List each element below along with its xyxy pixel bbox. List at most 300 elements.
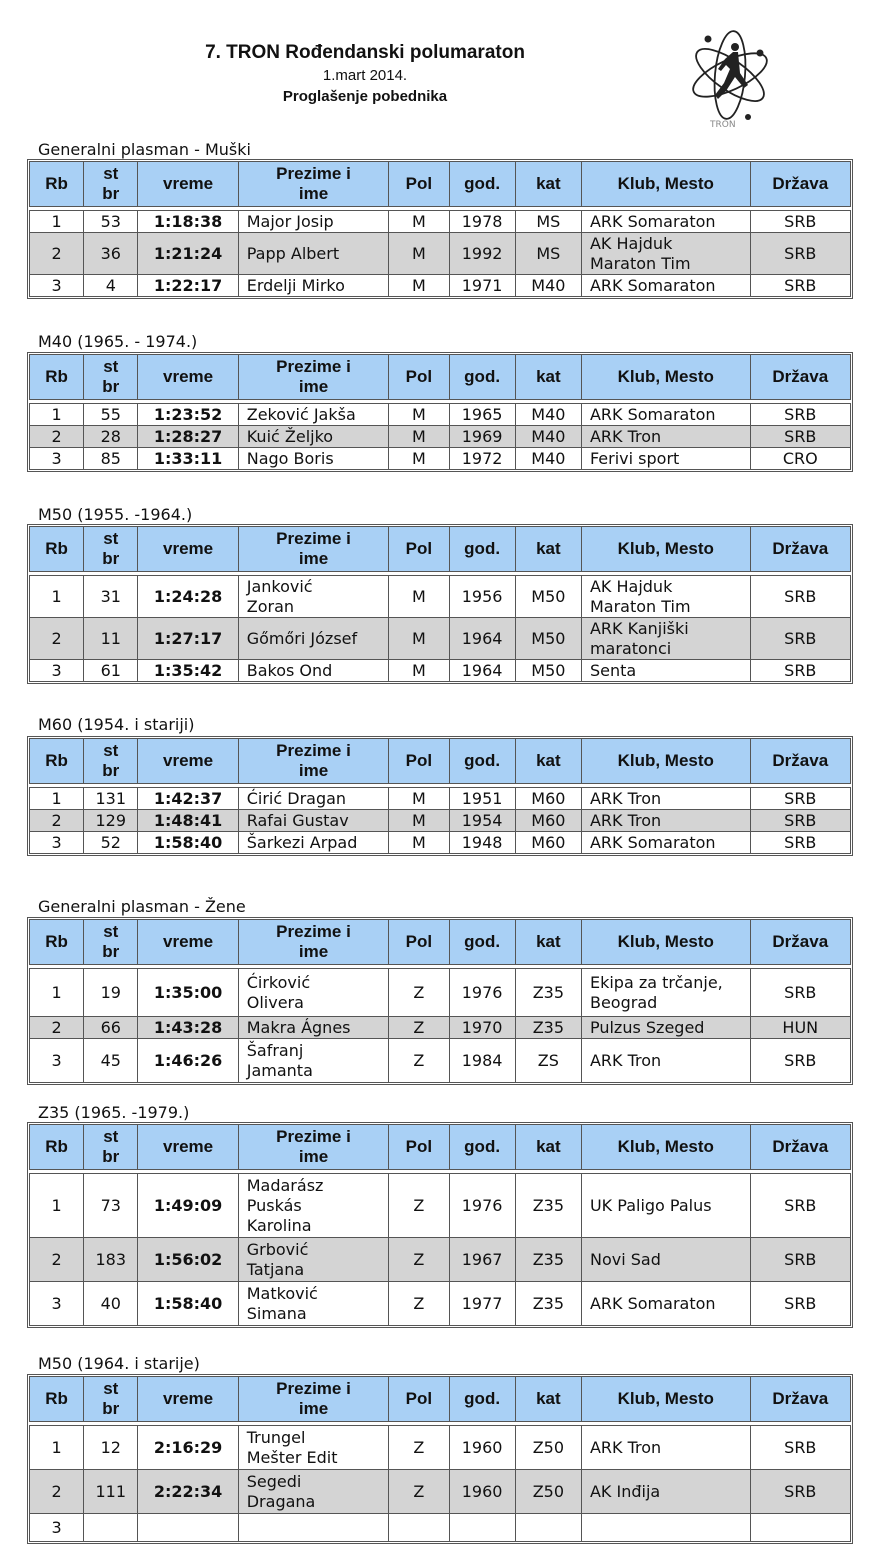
col-header-prezime: Prezime i [276,922,351,941]
col-header-year: god. [449,1377,515,1422]
athlete-name-line: Makra Ágnes [246,1017,351,1037]
athlete-name-cell [238,1039,389,1083]
col-header-st: st [103,1127,119,1146]
table-row [30,1282,851,1326]
col-header-name [238,1377,389,1422]
col-header-time: vreme [138,1377,238,1422]
time-cell: 1:48:41 [138,810,238,832]
sex-cell: M [389,576,449,618]
time-cell: 1:58:40 [138,832,238,854]
club-line: ARK Tron [589,810,662,830]
sex-cell: M [389,810,449,832]
col-header-club: Klub, Mesto [581,162,750,207]
table-row [30,1174,851,1238]
time-cell: 1:56:02 [138,1238,238,1282]
table-row [30,1017,851,1039]
col-header-time: vreme [138,920,238,965]
athlete-name-cell [238,1514,389,1542]
col-header-country: Država [750,527,850,572]
rank-cell: 3 [30,832,84,854]
start-number-cell: 19 [84,969,138,1017]
col-header-rb: Rb [30,739,84,784]
col-header-country: Država [750,920,850,965]
club-cell [581,1017,750,1039]
country-cell: SRB [750,211,850,233]
time-cell: 1:35:42 [138,660,238,682]
start-number-cell: 45 [84,1039,138,1083]
time-cell: 1:21:24 [138,233,238,275]
col-header-prezime: Prezime i [276,1127,351,1146]
section-title: Generalni plasman - Žene [38,897,246,916]
section-title: Z35 (1965. -1979.) [38,1103,190,1122]
category-cell: M40 [515,448,581,470]
athlete-name-cell [238,448,389,470]
rank-cell: 2 [30,1470,84,1514]
category-cell: Z35 [515,969,581,1017]
col-header-start-number [84,355,138,400]
club-cell [581,1470,750,1514]
col-header-category: kat [515,739,581,784]
col-header-rb: Rb [30,527,84,572]
country-cell: SRB [750,832,850,854]
table-row [30,426,851,448]
sex-cell: M [389,618,449,660]
year-cell: 1972 [449,448,515,470]
category-cell: MS [515,233,581,275]
athlete-name-line: Simana [246,1303,307,1323]
start-number-cell: 11 [84,618,138,660]
club-cell [581,969,750,1017]
start-number-cell: 61 [84,660,138,682]
start-number-cell: 28 [84,426,138,448]
col-header-st: st [103,529,119,548]
country-cell: SRB [750,275,850,297]
club-cell [581,660,750,682]
col-header-name [238,920,389,965]
col-header-club: Klub, Mesto [581,739,750,784]
athlete-name-line: Trungel [246,1427,306,1447]
category-cell: M40 [515,404,581,426]
col-header-start-number [84,739,138,784]
club-cell [581,1514,750,1542]
section-title: Generalni plasman - Muški [38,140,251,159]
club-cell [581,832,750,854]
col-header-rb: Rb [30,1125,84,1170]
col-header-sex: Pol [389,1125,449,1170]
table-row [30,969,851,1017]
col-header-name [238,1125,389,1170]
athlete-name-cell [238,426,389,448]
start-number-cell: 40 [84,1282,138,1326]
athlete-name-cell [238,1017,389,1039]
year-cell: 1969 [449,426,515,448]
col-header-prezime: Prezime i [276,1379,351,1398]
sex-cell: M [389,404,449,426]
rank-cell: 2 [30,1238,84,1282]
time-cell: 1:18:38 [138,211,238,233]
col-header-country: Država [750,162,850,207]
time-cell: 1:22:17 [138,275,238,297]
sex-cell: M [389,275,449,297]
col-header-name [238,355,389,400]
col-header-club: Klub, Mesto [581,1377,750,1422]
country-cell [750,1514,850,1542]
col-header-club: Klub, Mesto [581,355,750,400]
col-header-category: kat [515,162,581,207]
col-header-time: vreme [138,355,238,400]
country-cell: SRB [750,810,850,832]
athlete-name-cell [238,660,389,682]
athlete-name-line: Grbović [246,1239,309,1259]
category-cell: Z35 [515,1238,581,1282]
athlete-name-cell [238,1238,389,1282]
sex-cell: Z [389,1017,449,1039]
athlete-name-line: Madarász [246,1175,324,1195]
category-cell: M60 [515,832,581,854]
col-header-country: Država [750,1125,850,1170]
sex-cell: Z [389,1426,449,1470]
col-header-prezime: Prezime i [276,529,351,548]
athlete-name-cell [238,1470,389,1514]
rank-cell: 2 [30,618,84,660]
club-line: ARK Somaraton [589,1293,716,1313]
athlete-name-cell [238,211,389,233]
club-line: UK Paligo Palus [589,1195,712,1215]
col-header-prezime: Prezime i [276,164,351,183]
section-title: M50 (1955. -1964.) [38,505,193,524]
col-header-sex: Pol [389,162,449,207]
col-header-ime: ime [298,942,329,961]
col-header-st: st [103,922,119,941]
country-cell: SRB [750,404,850,426]
results-table [27,917,853,1085]
col-header-st: st [103,357,119,376]
col-header-rb: Rb [30,920,84,965]
col-header-prezime: Prezime i [276,741,351,760]
col-header-br: br [102,1147,120,1166]
year-cell: 1954 [449,810,515,832]
start-number-cell: 111 [84,1470,138,1514]
rank-cell: 1 [30,576,84,618]
results-table [27,1122,853,1328]
table-row [30,576,851,618]
col-header-sex: Pol [389,1377,449,1422]
category-cell: M50 [515,618,581,660]
time-cell: 1:27:17 [138,618,238,660]
country-cell: SRB [750,1426,850,1470]
col-header-ime: ime [298,377,329,396]
year-cell: 1992 [449,233,515,275]
year-cell: 1964 [449,618,515,660]
rank-cell: 3 [30,1514,84,1542]
col-header-year: god. [449,739,515,784]
sex-cell: Z [389,969,449,1017]
time-cell: 1:24:28 [138,576,238,618]
year-cell: 1984 [449,1039,515,1083]
table-row [30,1470,851,1514]
athlete-name-line: Zoran [246,596,295,616]
col-header-st: st [103,164,119,183]
club-line: ARK Tron [589,1437,662,1457]
sex-cell: M [389,448,449,470]
club-line: ARK Somaraton [589,211,716,231]
col-header-category: kat [515,920,581,965]
col-header-name [238,739,389,784]
table-row [30,810,851,832]
athlete-name-line: Olivera [246,992,304,1012]
col-header-st: st [103,1379,119,1398]
start-number-cell: 31 [84,576,138,618]
col-header-rb: Rb [30,162,84,207]
athlete-name-line: Erdelji Mirko [246,275,345,295]
country-cell: SRB [750,660,850,682]
country-cell: SRB [750,969,850,1017]
club-line: ARK Tron [589,426,662,446]
col-header-start-number [84,1377,138,1422]
time-cell: 1:33:11 [138,448,238,470]
table-row [30,211,851,233]
results-table [27,159,853,299]
table-row [30,832,851,854]
col-header-start-number [84,162,138,207]
start-number-cell: 73 [84,1174,138,1238]
year-cell: 1948 [449,832,515,854]
col-header-prezime: Prezime i [276,357,351,376]
col-header-start-number [84,1125,138,1170]
start-number-cell: 183 [84,1238,138,1282]
country-cell: SRB [750,788,850,810]
athlete-name-line: Gőmőri József [246,628,358,648]
col-header-st: st [103,741,119,760]
category-cell: Z35 [515,1017,581,1039]
athlete-name-line: Tatjana [246,1259,305,1279]
year-cell: 1971 [449,275,515,297]
club-line: Ferivi sport [589,448,680,468]
athlete-name-line: Matković [246,1283,318,1303]
section-title: M50 (1964. i starije) [38,1354,200,1373]
table-row [30,1514,851,1542]
time-cell: 1:58:40 [138,1282,238,1326]
start-number-cell: 4 [84,275,138,297]
country-cell: SRB [750,233,850,275]
col-header-year: god. [449,920,515,965]
year-cell: 1976 [449,969,515,1017]
club-cell [581,810,750,832]
rank-cell: 1 [30,1426,84,1470]
year-cell: 1951 [449,788,515,810]
document-subtitle: Proglašenje pobednika [282,88,448,105]
country-cell: SRB [750,1039,850,1083]
category-cell: Z50 [515,1470,581,1514]
rank-cell: 2 [30,426,84,448]
country-cell: SRB [750,1238,850,1282]
table-row [30,448,851,470]
rank-cell: 1 [30,1174,84,1238]
col-header-ime: ime [298,1147,329,1166]
athlete-name-line: Šafranj [246,1040,304,1060]
time-cell: 2:22:34 [138,1470,238,1514]
athlete-name-line: Dragana [246,1491,316,1511]
athlete-name-line: Ćirić Dragan [246,788,347,808]
category-cell [515,1514,581,1542]
athlete-name-line: Bakos Ond [246,660,333,680]
rank-cell: 1 [30,969,84,1017]
club-line: AK Inđija [589,1481,661,1501]
club-cell [581,1174,750,1238]
col-header-year: god. [449,162,515,207]
document-header [120,40,610,108]
results-table [27,352,853,472]
sex-cell: M [389,788,449,810]
col-header-club: Klub, Mesto [581,920,750,965]
club-cell [581,275,750,297]
athlete-name-cell [238,404,389,426]
category-cell: M60 [515,810,581,832]
category-cell: Z50 [515,1426,581,1470]
category-cell: M40 [515,426,581,448]
results-table [27,1374,853,1544]
col-header-ime: ime [298,184,329,203]
year-cell [449,1514,515,1542]
col-header-time: vreme [138,527,238,572]
year-cell: 1964 [449,660,515,682]
year-cell: 1977 [449,1282,515,1326]
col-header-year: god. [449,355,515,400]
category-cell: Z35 [515,1282,581,1326]
athlete-name-cell [238,576,389,618]
athlete-name-cell [238,1282,389,1326]
col-header-ime: ime [298,761,329,780]
category-cell: MS [515,211,581,233]
time-cell: 1:28:27 [138,426,238,448]
sex-cell: Z [389,1174,449,1238]
club-line: ARK Kanjiški [589,618,689,638]
club-cell [581,1238,750,1282]
sex-cell: Z [389,1282,449,1326]
rank-cell: 1 [30,404,84,426]
col-header-category: kat [515,1377,581,1422]
col-header-name [238,527,389,572]
athlete-name-cell [238,810,389,832]
country-cell: SRB [750,576,850,618]
club-line: ARK Somaraton [589,404,716,424]
col-header-time: vreme [138,1125,238,1170]
club-cell [581,233,750,275]
table-row [30,1426,851,1470]
athlete-name-cell [238,832,389,854]
athlete-name-line: Karolina [246,1215,312,1235]
category-cell: Z35 [515,1174,581,1238]
rank-cell: 3 [30,660,84,682]
start-number-cell: 36 [84,233,138,275]
category-cell: M40 [515,275,581,297]
club-line: Maraton Tim [589,253,691,273]
col-header-time: vreme [138,162,238,207]
document-title: 7. TRON Rođendanski polumaraton [205,42,525,63]
rank-cell: 2 [30,810,84,832]
club-line: Senta [589,660,637,680]
club-line: ARK Tron [589,788,662,808]
club-line: ARK Somaraton [589,832,716,852]
country-cell: HUN [750,1017,850,1039]
club-line: ARK Tron [589,1050,662,1070]
col-header-country: Država [750,1377,850,1422]
start-number-cell: 52 [84,832,138,854]
club-line: Ekipa za trčanje, [589,972,723,992]
rank-cell: 3 [30,448,84,470]
athlete-name-line: Segedi [246,1471,302,1491]
time-cell: 2:16:29 [138,1426,238,1470]
col-header-name [238,162,389,207]
time-cell: 1:49:09 [138,1174,238,1238]
section-title: M40 (1965. - 1974.) [38,332,198,351]
athlete-name-line: Rafai Gustav [246,810,349,830]
athlete-name-cell [238,788,389,810]
club-cell [581,788,750,810]
rank-cell: 1 [30,788,84,810]
svg-text:TRON: TRON [710,120,736,130]
table-row [30,1039,851,1083]
club-line: AK Hajduk [589,576,673,596]
athlete-name-line: Zeković Jakša [246,404,356,424]
year-cell: 1960 [449,1426,515,1470]
table-row [30,1238,851,1282]
athlete-name-line: Mešter Edit [246,1447,338,1467]
col-header-sex: Pol [389,355,449,400]
time-cell: 1:35:00 [138,969,238,1017]
rank-cell: 1 [30,211,84,233]
col-header-br: br [102,942,120,961]
athlete-name-line: Šarkezi Arpad [246,832,358,852]
club-cell [581,1282,750,1326]
club-cell [581,576,750,618]
col-header-br: br [102,184,120,203]
year-cell: 1960 [449,1470,515,1514]
col-header-country: Država [750,355,850,400]
club-cell [581,618,750,660]
country-cell: SRB [750,618,850,660]
club-cell [581,404,750,426]
col-header-rb: Rb [30,355,84,400]
category-cell: M50 [515,576,581,618]
athlete-name-line: Kuić Željko [246,426,334,446]
start-number-cell: 53 [84,211,138,233]
col-header-br: br [102,549,120,568]
athlete-name-line: Ćirković [246,972,311,992]
col-header-category: kat [515,1125,581,1170]
rank-cell: 3 [30,1282,84,1326]
time-cell [138,1514,238,1542]
athlete-name-cell [238,969,389,1017]
sex-cell: M [389,211,449,233]
col-header-club: Klub, Mesto [581,527,750,572]
athlete-name-cell [238,618,389,660]
col-header-sex: Pol [389,920,449,965]
sex-cell: Z [389,1238,449,1282]
col-header-br: br [102,377,120,396]
club-cell [581,1426,750,1470]
athlete-name-line: Major Josip [246,211,334,231]
athlete-name-line: Janković [246,576,313,596]
year-cell: 1965 [449,404,515,426]
col-header-sex: Pol [389,527,449,572]
rank-cell: 2 [30,1017,84,1039]
country-cell: SRB [750,1174,850,1238]
col-header-club: Klub, Mesto [581,1125,750,1170]
club-line: AK Hajduk [589,233,673,253]
start-number-cell: 55 [84,404,138,426]
club-cell [581,1039,750,1083]
